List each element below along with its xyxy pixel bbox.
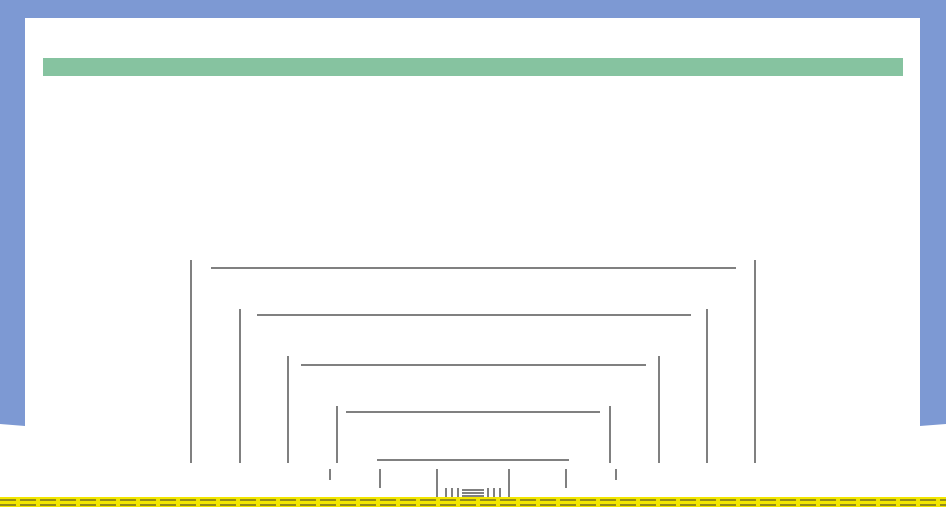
content-panel (0, 18, 946, 500)
header-bar (43, 58, 903, 76)
bottom-margin (0, 507, 946, 522)
